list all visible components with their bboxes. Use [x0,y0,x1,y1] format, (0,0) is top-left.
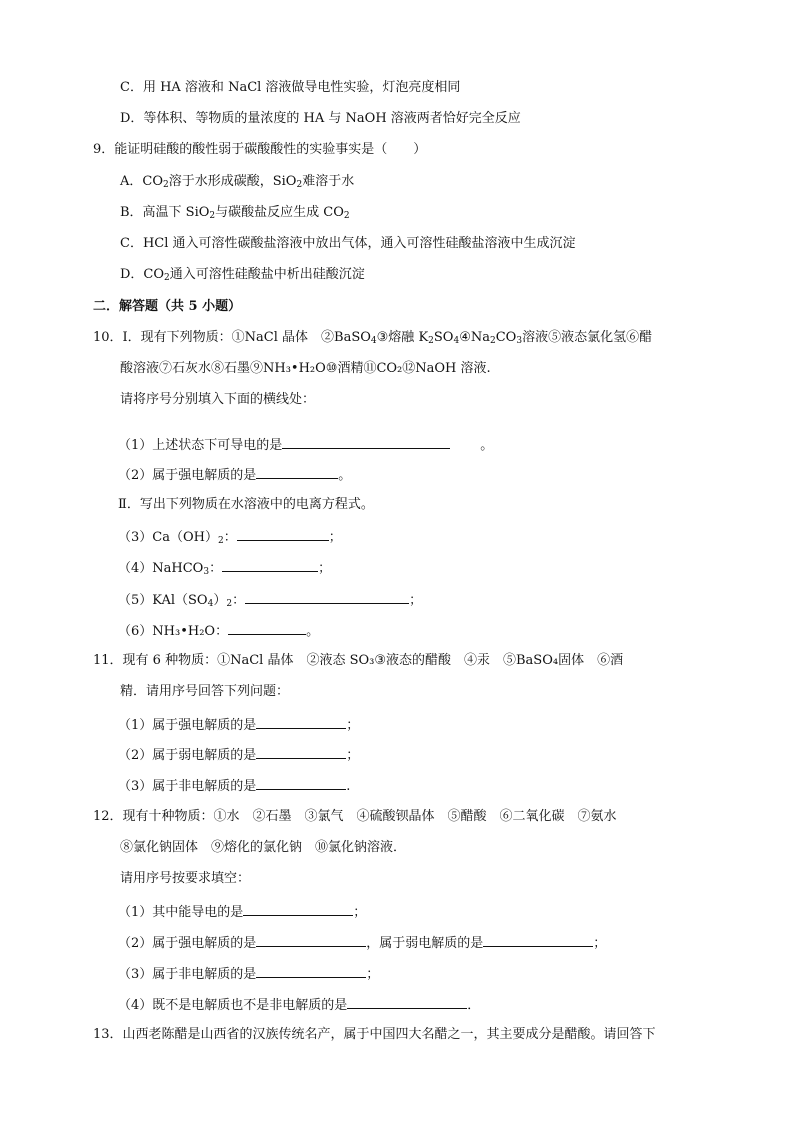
q9-option-d: D．$CO_2$通入可溶性硅酸盐中析出硅酸沉淀 [120,267,365,283]
q10-part-6: （6）NH₃•H₂O： 。 [118,624,320,639]
q12-part-1: （1）其中能导电的是 ； [118,905,367,920]
q11-part-3: （3）属于非电解质的是 . [118,779,351,794]
answer-blank[interactable] [256,777,346,790]
q9-option-c: C．HCl 通入可溶性碳酸盐溶液中放出气体，通入可溶性硅酸盐溶液中生成沉淀 [120,236,576,251]
q8-option-d: D．等体积、等物质的量浓度的 HA 与 NaOH 溶液两者恰好完全反应 [120,111,521,126]
answer-blank[interactable] [256,716,346,729]
q12-instruction: 请用序号按要求填空： [120,871,251,886]
answer-blank[interactable] [222,559,318,572]
answer-blank[interactable] [245,591,409,604]
q12-part-3: （3）属于非电解质的是 ； [118,967,380,982]
answer-blank[interactable] [228,622,306,635]
q9-option-b: B．高温下 SiO$_2$与碳酸盐反应生成 $CO_2$ [120,205,350,221]
q12-line-2: ⑧氯化钠固体 ⑨熔化的氯化钠 ⑩氯化钠溶液． [120,840,407,855]
answer-blank[interactable] [256,934,366,947]
q10-part-3: $(3)Ca(OH)_2$： ； [118,530,342,546]
q11-line-1: 11．现有 6 种物质：①NaCl 晶体 ②液态 SO₃③液态的醋酸 ④汞 ⑤BaSO₄固体 ⑥酒 [93,653,624,668]
answer-blank[interactable] [256,466,338,479]
q11-part-1: （1）属于强电解质的是 ； [118,718,360,733]
answer-blank[interactable] [256,746,346,759]
answer-blank[interactable] [483,934,593,947]
answer-blank[interactable] [243,903,353,916]
q12-part-4: （4）既不是电解质也不是非电解质的是 ． [118,998,481,1013]
q10-part-5: $(5)KAl(SO_4)_2$： ； [118,593,423,609]
answer-blank[interactable] [347,996,467,1009]
q10-part-4: （4）NaHCO$_3$： ； [118,561,332,577]
q11-part-2: （2）属于弱电解质的是 ； [118,748,360,763]
q13-line-1: 13．山西老陈醋是山西省的汉族传统名产，属于中国四大名醋之一，其主要成分是醋酸。请回答下 [93,1027,656,1042]
q9-option-a: A．$CO_2$溶于水形成碳酸，SiO$_2$难溶于水 [120,174,355,190]
q12-line-1: 12．现有十种物质：①水 ②石墨 ③氯气 ④硫酸钡晶体 ⑤醋酸 ⑥二氧化碳 ⑦氨水 [93,809,617,824]
q10-line-2: 酸溶液⑦石灰水⑧石墨⑨NH₃•H₂O⑩酒精⑪CO₂⑫NaOH 溶液. [120,361,491,376]
q10-line-1: 10．Ⅰ．现有下列物质：①NaCl 晶体 ②BaSO$_4$③熔融 $K_2SO_4④Na_2CO_3$溶液⑤液态氯化氢⑥醋 [93,330,653,346]
section-2-heading: 二．解答题（共 5 小题） [93,299,242,314]
q10-part-1: （1）上述状态下可导电的是 。 [118,438,494,453]
q11-line-2: 精．请用序号回答下列问题： [120,684,290,699]
answer-blank[interactable] [282,436,450,449]
q10-part-2: （2）属于强电解质的是 。 [118,468,352,483]
q8-option-c: C．用 HA 溶液和 NaCl 溶液做导电性实验，灯泡亮度相同 [120,80,461,95]
q10-part-ii-heading: Ⅱ．写出下列物质在水溶液中的电离方程式。 [118,497,374,512]
q12-part-2: （2）属于强电解质的是 ，属于弱电解质的是 ； [118,936,607,951]
answer-blank[interactable] [237,528,329,541]
q10-instruction: 请将序号分别填入下面的横线处： [120,392,316,407]
q9-stem: 9．能证明硅酸的酸性弱于碳酸酸性的实验事实是（ ） [93,142,427,157]
answer-blank[interactable] [256,965,366,978]
